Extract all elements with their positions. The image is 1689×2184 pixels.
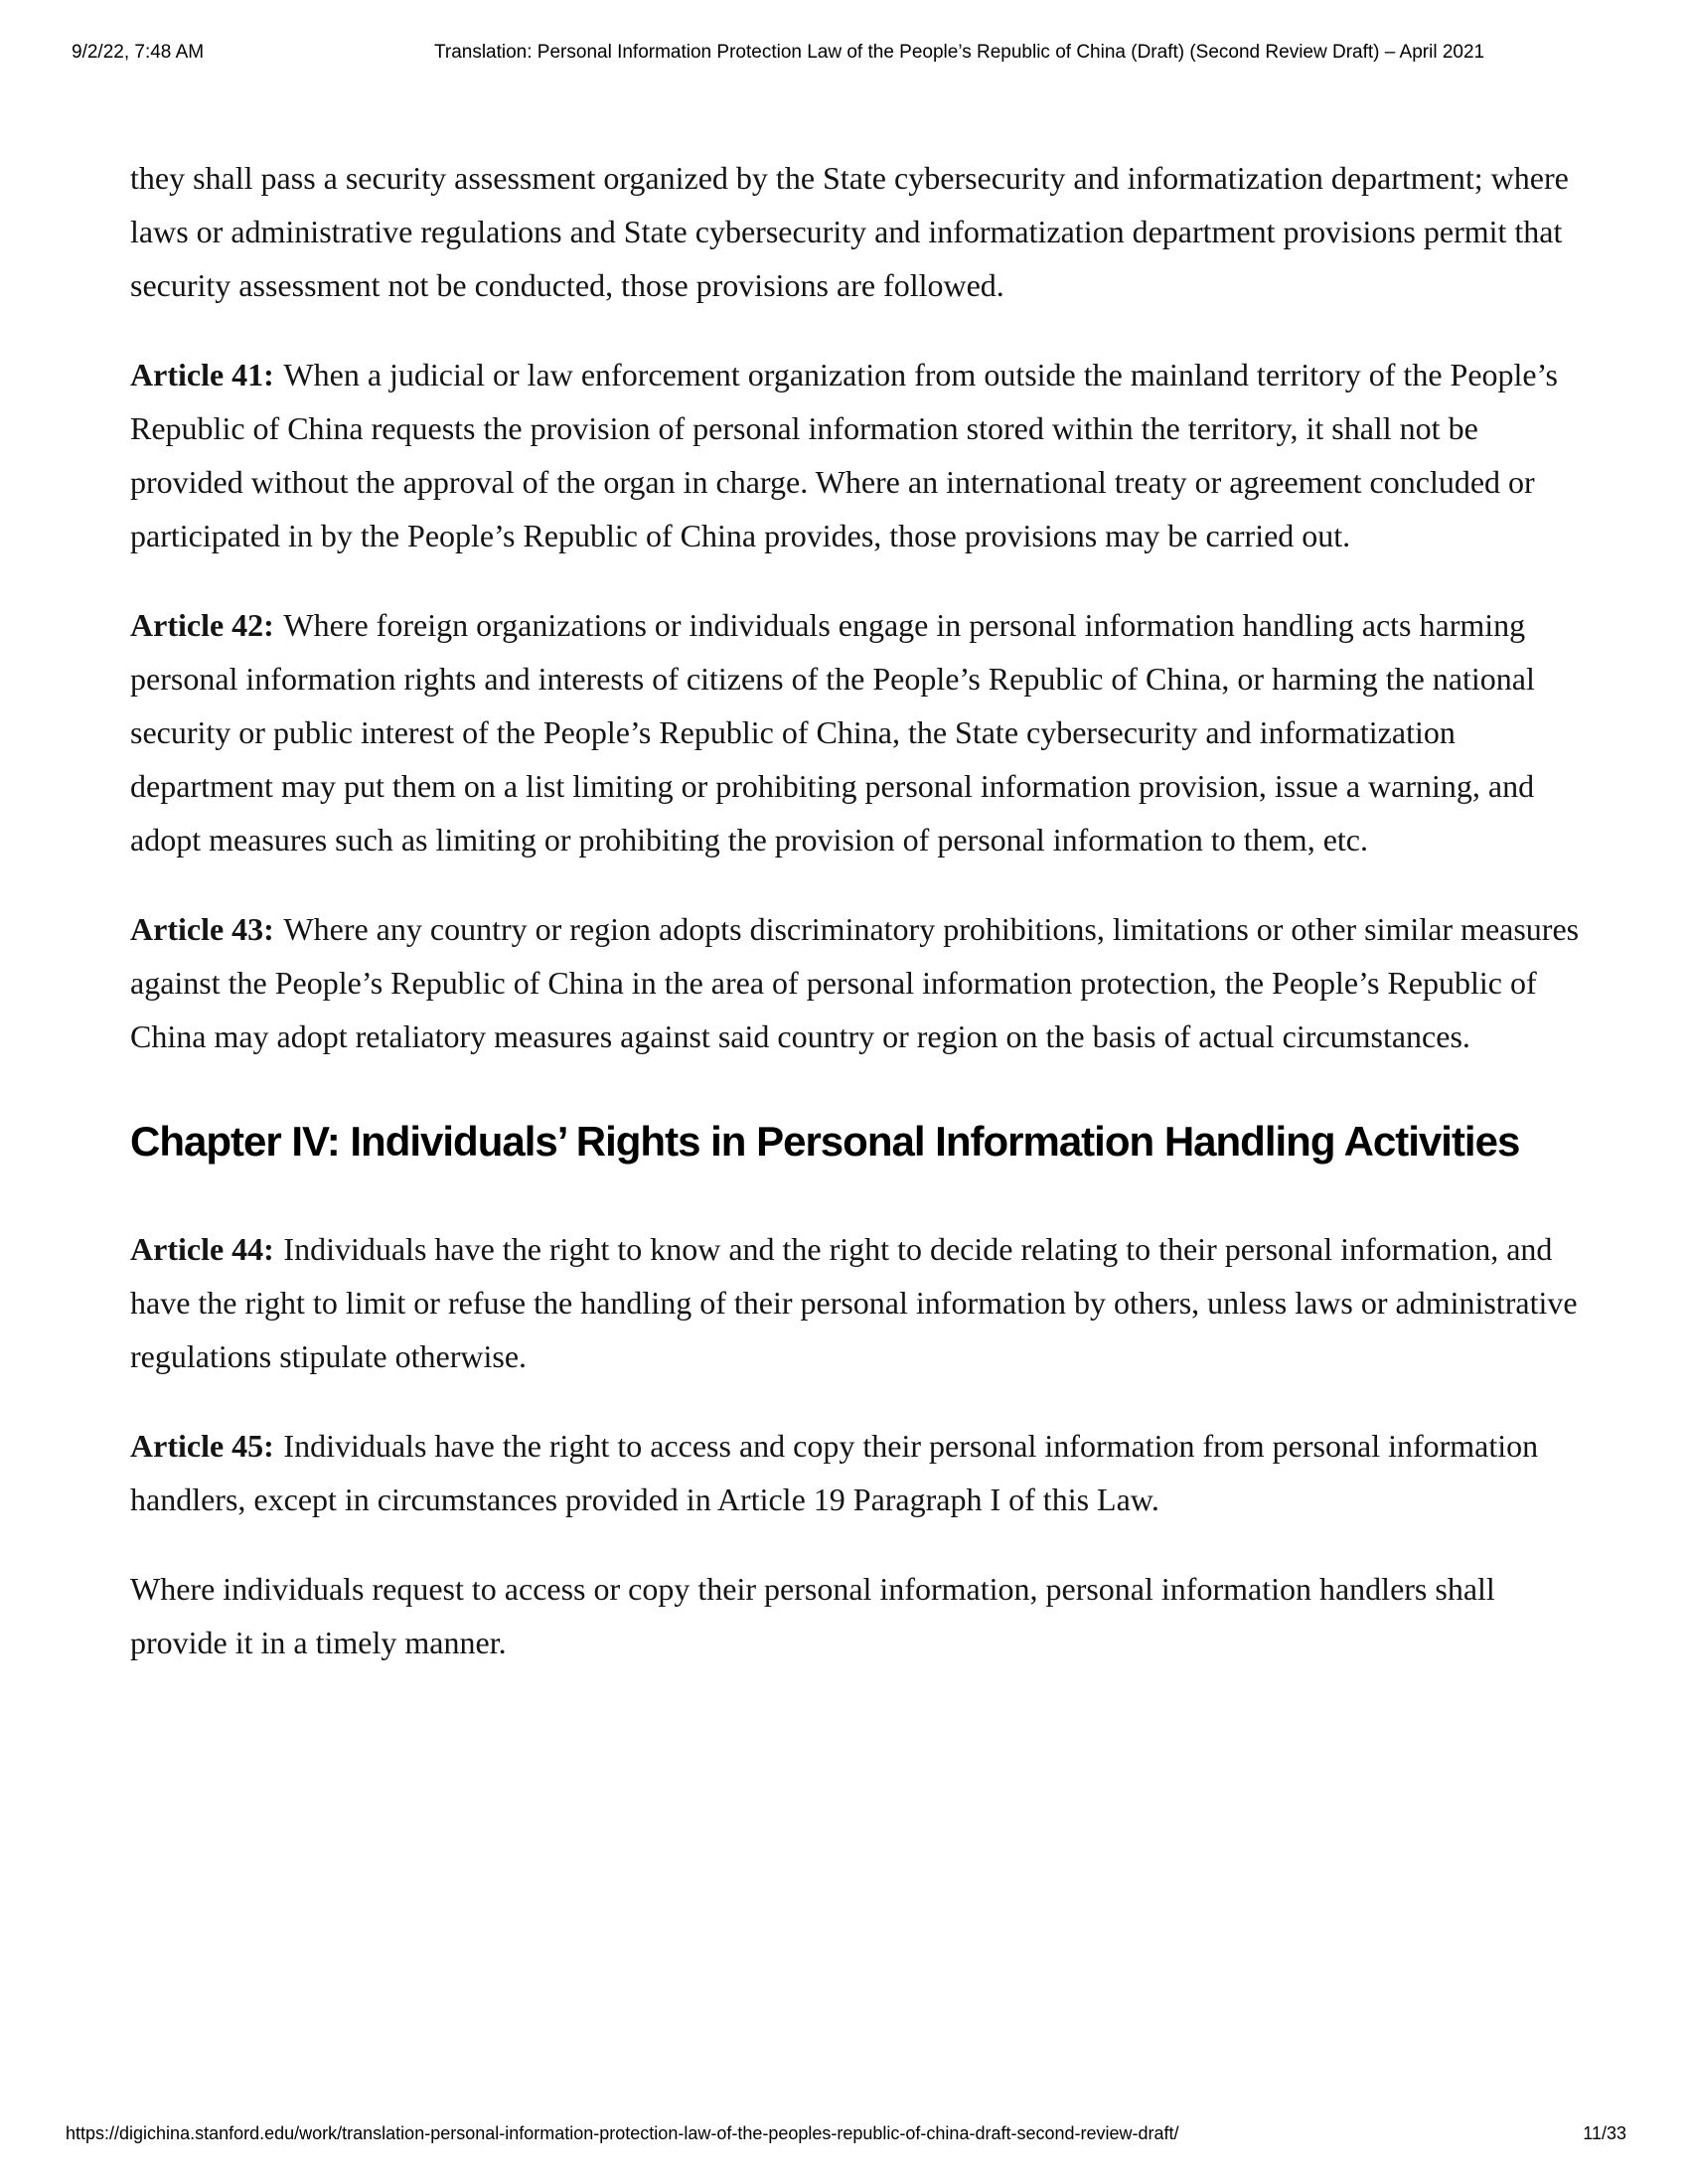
paragraph-article-45 <box>130 1419 1581 1526</box>
paragraph-text: Where foreign organizations or individuals engage in personal information handling acts harming personal information rights and interests of citizens of the People’s Republic of China, or harming the national security or public interest of the People’s Republic of China, the State cybersecurity and informatization department may put them on a list limiting or prohibiting personal information provision, issue a warning, and adopt measures such as limiting or prohibiting the provision of personal information to them, etc. <box>130 607 1535 858</box>
article-43-label: Article 43: <box>130 911 274 947</box>
article-45-label: Article 45: <box>130 1428 274 1464</box>
paragraph-continuation <box>130 151 1581 312</box>
paragraph-text: Where individuals request to access or copy their personal information, personal information handlers shall provide it in a timely manner. <box>130 1571 1495 1660</box>
paragraph-text: Where any country or region adopts discriminatory prohibitions, limitations or other similar measures against the People’s Republic of China in the area of personal information protection, the People’s Republic of China may adopt retaliatory measures against said country or region on the basis of actual circumstances. <box>130 911 1580 1054</box>
article-42-label: Article 42: <box>130 607 274 643</box>
chapter-iv-heading: Chapter IV: Individuals’ Rights in Personal Information Handling Activities <box>130 1118 1520 1165</box>
page-number-indicator: 11/33 <box>1583 2123 1626 2143</box>
source-url: https://digichina.stanford.edu/work/translation-personal-information-protection-law-of-the-peoples-republic-of-china-draft-second-review-draft/ <box>66 2123 1179 2143</box>
article-41-label: Article 41: <box>130 357 274 392</box>
print-timestamp: 9/2/22, 7:48 AM <box>72 42 205 63</box>
paragraph-article-45-continuation <box>130 1562 1581 1669</box>
paragraph-text: they shall pass a security assessment organized by the State cybersecurity and informatization department; where laws or administrative regulations and State cybersecurity and informatization department provisions permit that security assessment not be conducted, those provisions are followed. <box>130 160 1569 303</box>
paragraph-text: Individuals have the right to know and the right to decide relating to their personal information, and have the right to limit or refuse the handling of their personal information by others, unless laws or administrative regulations stipulate otherwise. <box>130 1231 1578 1374</box>
print-header <box>72 42 1625 64</box>
paragraph-text: Individuals have the right to access and copy their personal information from personal information handlers, except in circumstances provided in Article 19 Paragraph I of this Law. <box>130 1428 1539 1517</box>
print-footer <box>66 2123 1626 2144</box>
article-44-label: Article 44: <box>130 1231 274 1267</box>
paragraph-article-42 <box>130 598 1581 866</box>
paragraph-article-43 <box>130 902 1581 1063</box>
document-title: Translation: Personal Information Protection Law of the People’s Republic of China (Draft) (Second Review Draft) – April 2021 <box>433 42 1485 63</box>
paragraph-text: When a judicial or law enforcement organization from outside the mainland territory of the People’s Republic of China requests the provision of personal information stored within the territory, it shall not be provided without the approval of the organ in charge. Where an international treaty or agreement concluded or participated in by the People’s Republic of China provides, those provisions may be carried out. <box>130 357 1558 553</box>
paragraph-article-44 <box>130 1222 1581 1383</box>
document-body <box>130 151 1581 1705</box>
paragraph-article-41 <box>130 348 1581 562</box>
